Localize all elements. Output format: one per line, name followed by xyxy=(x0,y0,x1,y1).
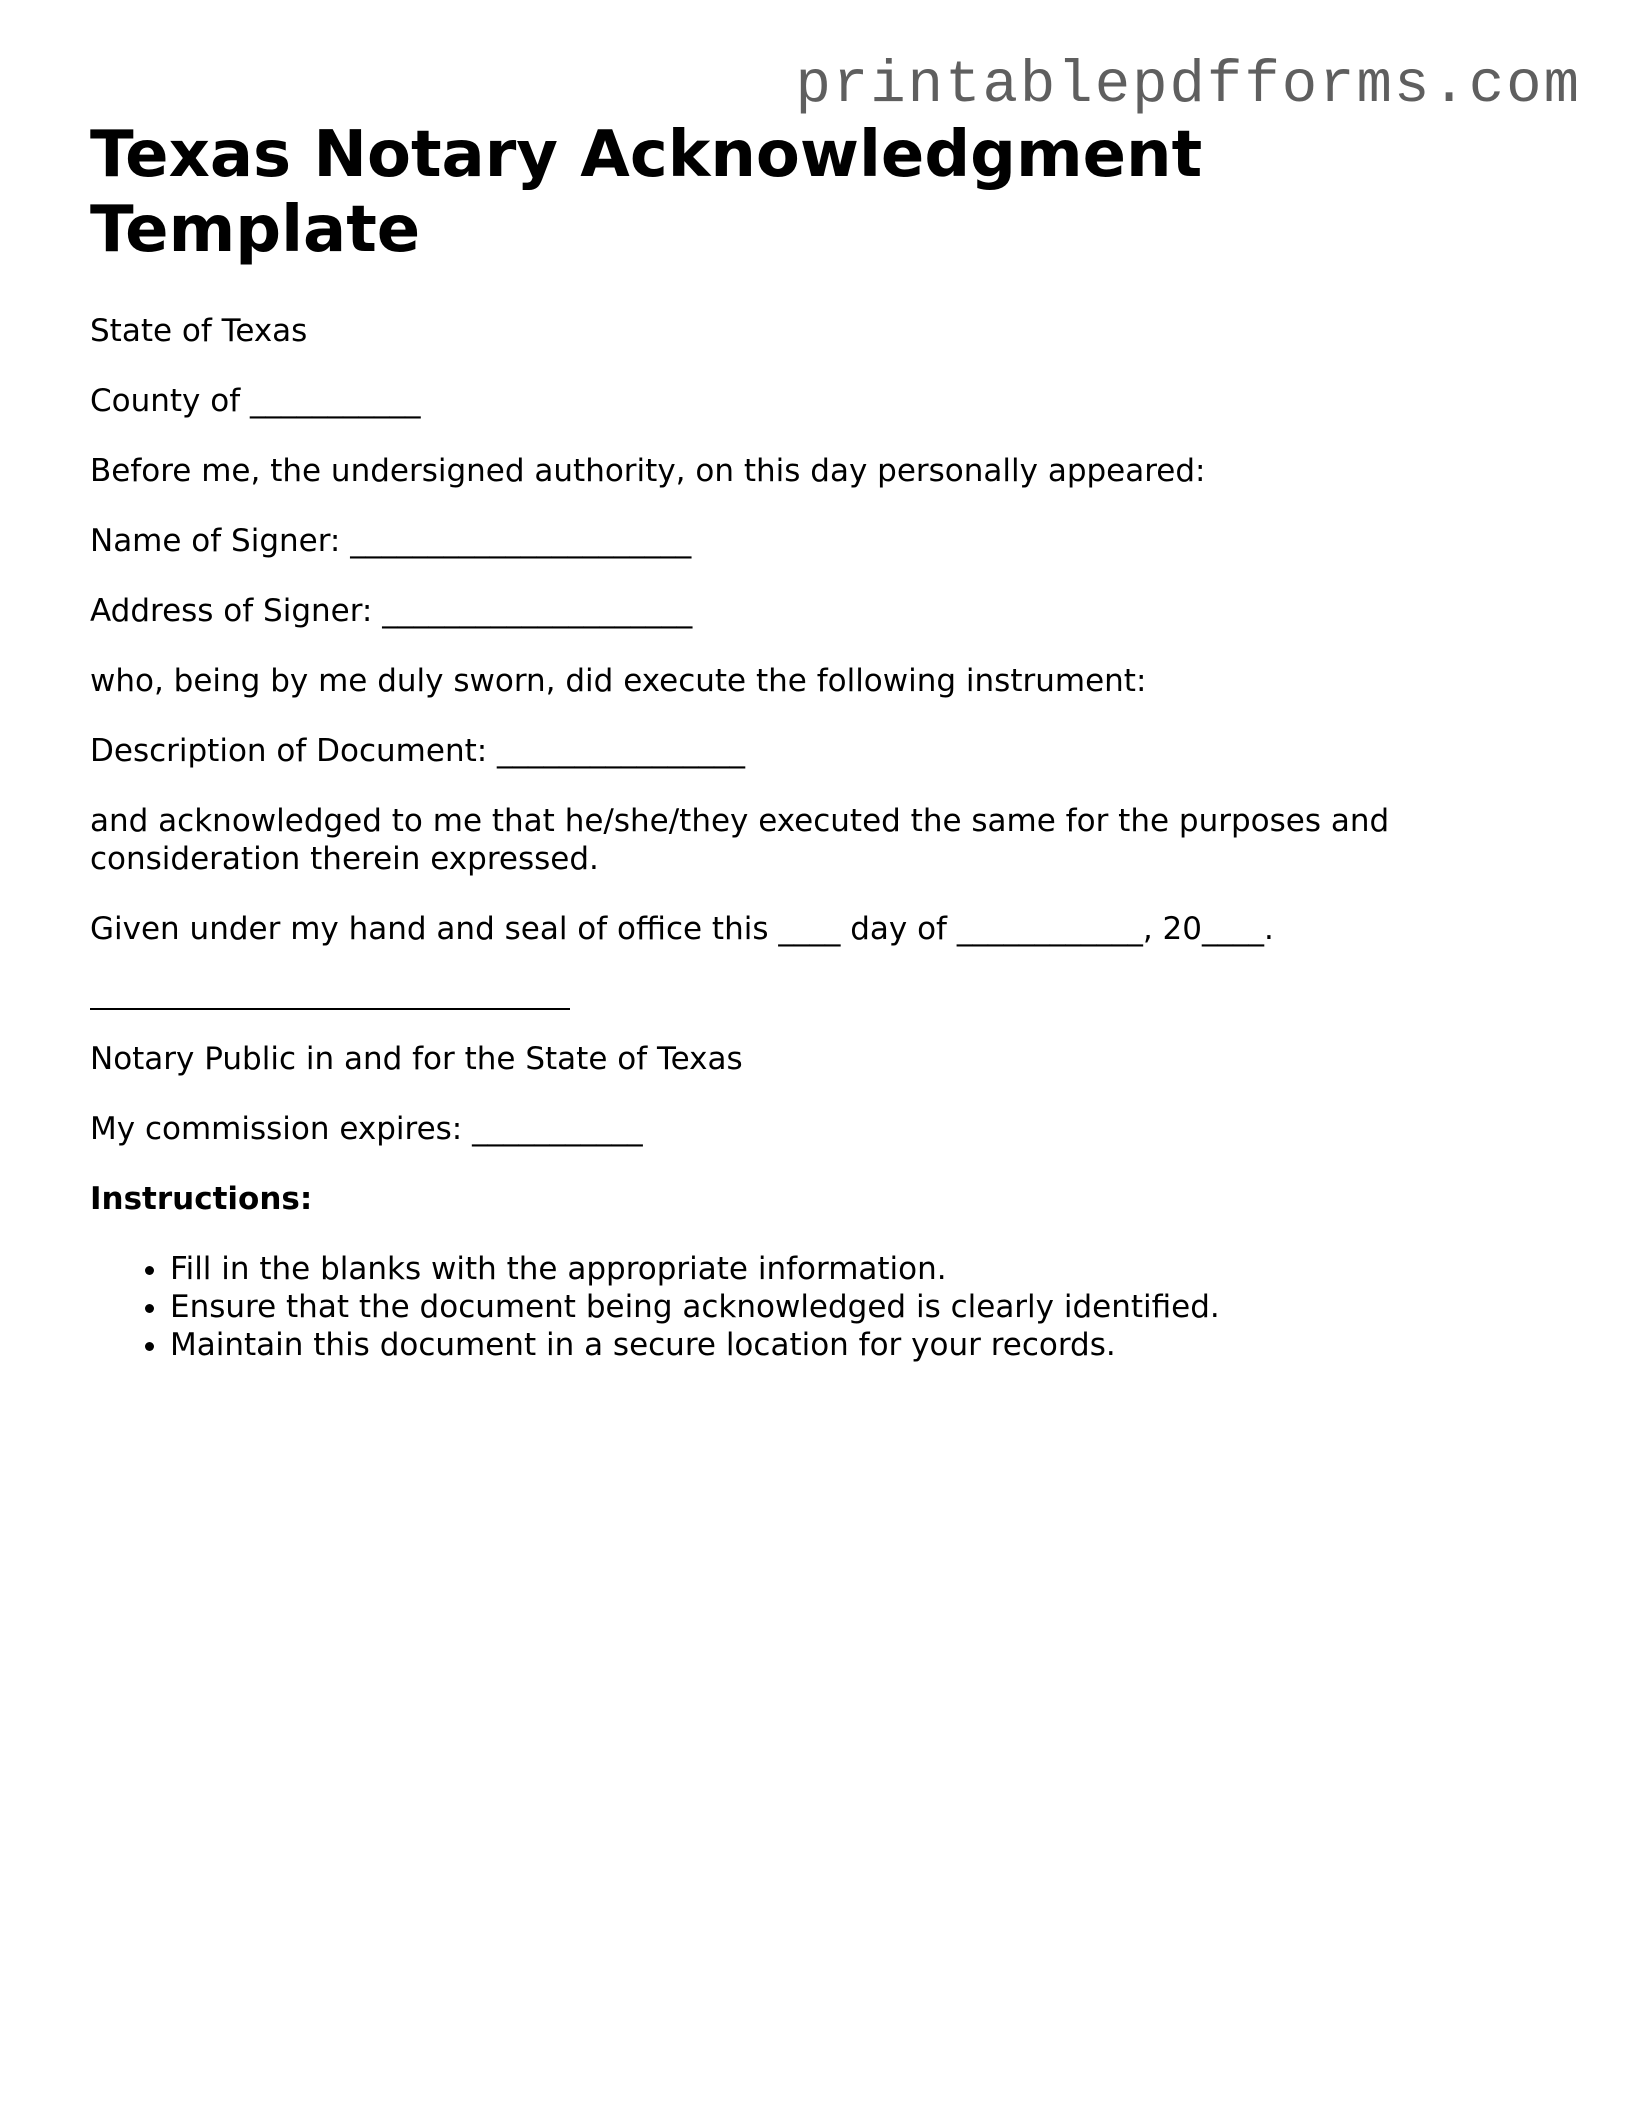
county-field xyxy=(90,382,1560,420)
sworn-text: who, being by me duly sworn, did execute the following instrument: xyxy=(90,663,1147,699)
year-blank[interactable]: ____ xyxy=(1202,911,1264,947)
signer-name-field xyxy=(90,522,1560,560)
signature-rule xyxy=(90,980,570,1010)
notary-signature-line[interactable] xyxy=(90,980,1560,1010)
instructions-heading: Instructions: xyxy=(90,1181,313,1217)
document-description-field xyxy=(90,732,1560,770)
page-title: Texas Notary Acknowledgment Template xyxy=(90,118,1203,267)
signer-address-field xyxy=(90,592,1560,630)
document-description-label: Description of Document: xyxy=(90,733,488,769)
commission-label: My commission expires: xyxy=(90,1111,463,1147)
list-item: • Maintain this document in a secure location for your records. xyxy=(170,1326,1560,1364)
county-label: County of xyxy=(90,383,241,419)
signer-name-label: Name of Signer: xyxy=(90,523,341,559)
given-under-suffix: . xyxy=(1264,911,1274,947)
before-me-text: Before me, the undersigned authority, on this day personally appeared: xyxy=(90,453,1206,489)
watermark: printablepdfforms.com xyxy=(795,52,1581,119)
given-under-line xyxy=(90,910,1560,948)
notary-title: Notary Public in and for the State of Texas xyxy=(90,1041,743,1077)
month-blank[interactable]: ____________ xyxy=(956,911,1143,947)
list-item: • Fill in the blanks with the appropriate information. xyxy=(170,1250,1560,1288)
signer-address-blank[interactable]: ____________________ xyxy=(382,593,693,629)
commission-field xyxy=(90,1110,1560,1148)
commission-blank[interactable]: ___________ xyxy=(472,1111,643,1147)
document-page xyxy=(90,118,1560,1364)
instructions-list xyxy=(90,1250,1560,1364)
signer-address-label: Address of Signer: xyxy=(90,593,373,629)
day-of-text: day of xyxy=(850,911,947,947)
list-item: • Ensure that the document being acknowledged is clearly identified. xyxy=(170,1288,1560,1326)
acknowledged-text: and acknowledged to me that he/she/they executed the same for the purposes and consideration therein expressed. xyxy=(90,803,1390,877)
document-description-blank[interactable]: ________________ xyxy=(497,733,746,769)
county-blank[interactable]: ___________ xyxy=(250,383,421,419)
day-blank[interactable]: ____ xyxy=(778,911,841,947)
given-under-prefix: Given under my hand and seal of office this xyxy=(90,911,769,947)
year-prefix: , 20 xyxy=(1142,911,1202,947)
state-line: State of Texas xyxy=(90,313,308,349)
signer-name-blank[interactable]: ______________________ xyxy=(350,523,692,559)
